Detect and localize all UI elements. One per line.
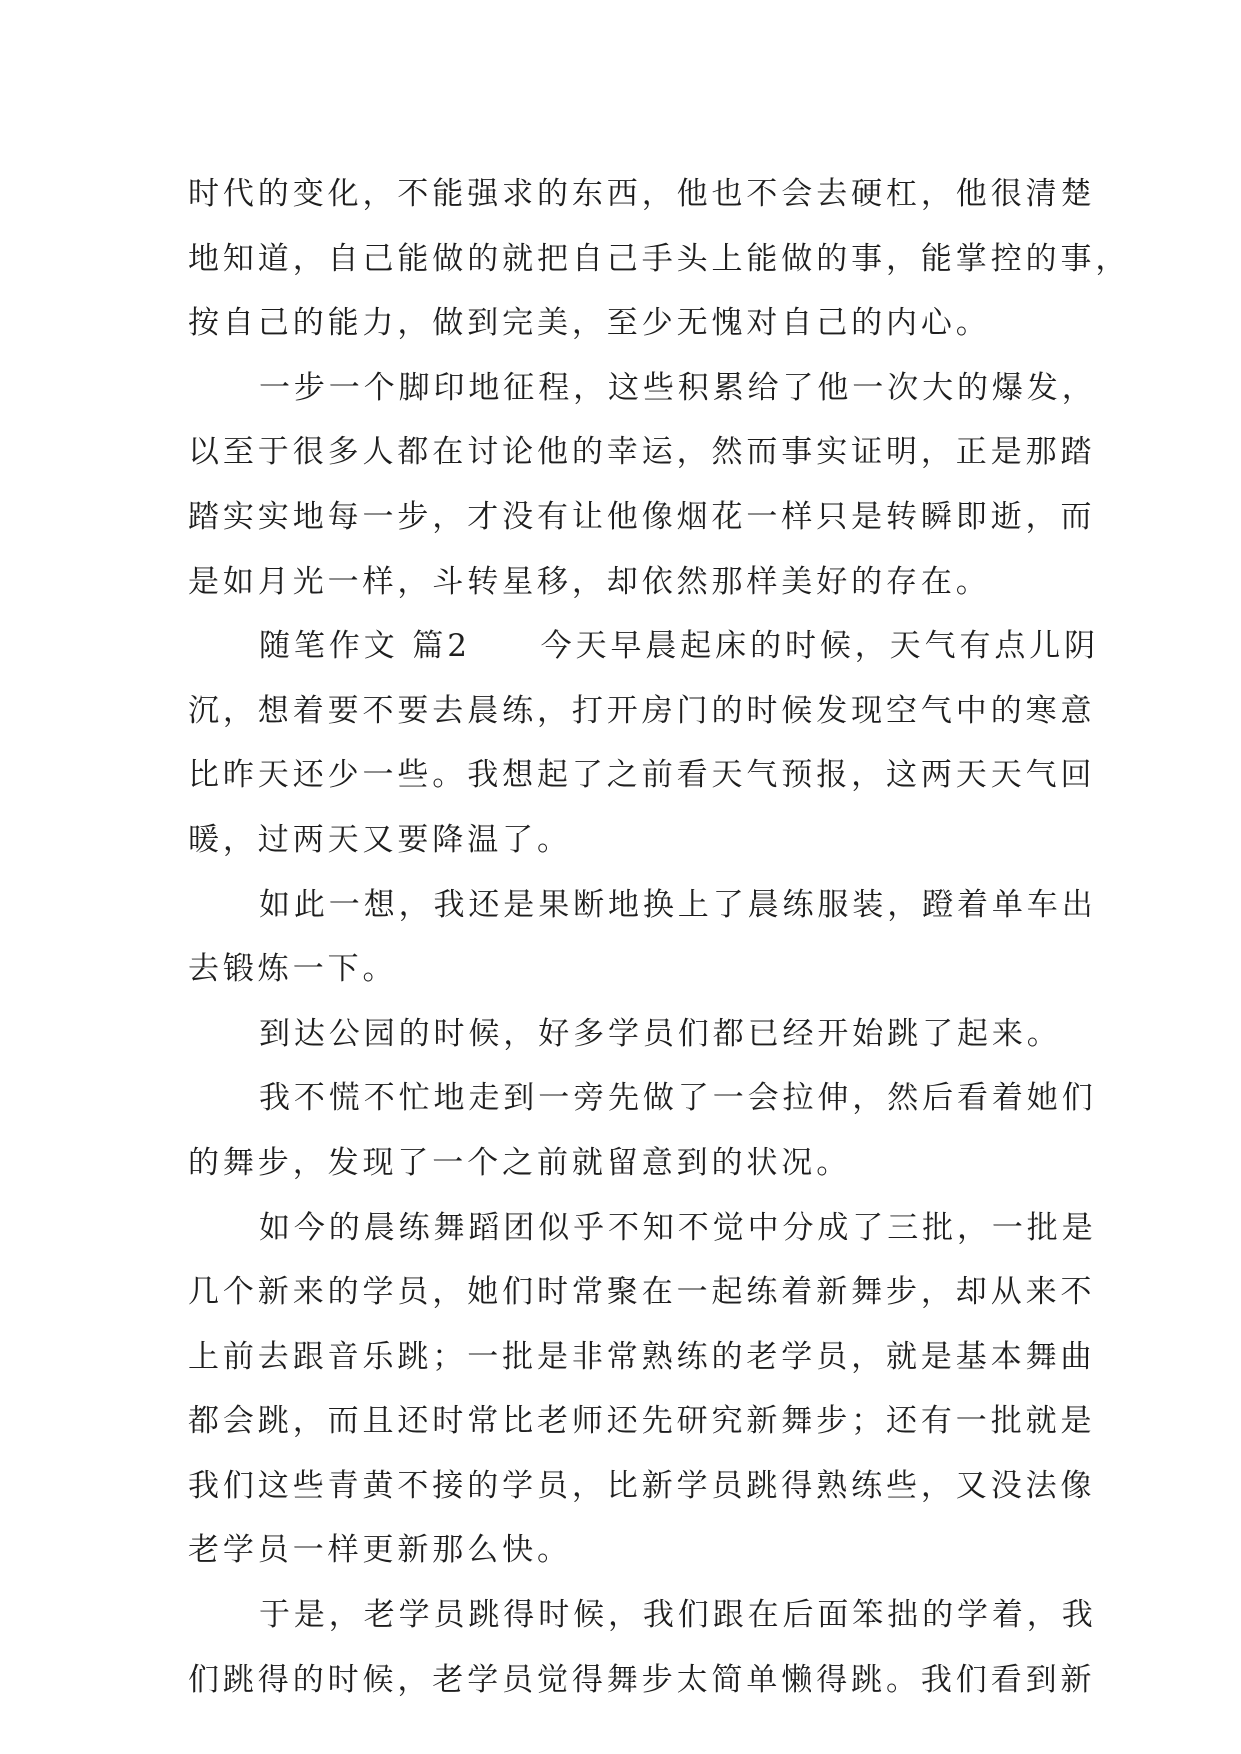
text-line: 按自己的能力，做到完美，至少无愧对自己的内心。 [188, 305, 991, 342]
text-line: 地知道，自己能做的就把自己手头上能做的事，能掌控的事， [188, 240, 1131, 277]
text-line: 一步一个脚印地征程，这些积累给了他一次大的爆发， [259, 369, 1097, 406]
text-line: 踏实实地每一步，才没有让他像烟花一样只是转瞬即逝，而 [188, 498, 1096, 535]
text-line: 随笔作文 篇2 今天早晨起床的时候，天气有点儿阴 [259, 628, 1100, 665]
text-line: 暖，过两天又要降温了。 [188, 821, 572, 858]
text-line: 我们这些青黄不接的学员，比新学员跳得熟练些，又没法像 [188, 1467, 1096, 1504]
text-line: 比昨天还少一些。我想起了之前看天气预报，这两天天气回 [188, 757, 1096, 794]
text-line: 都会跳，而且还时常比老师还先研究新舞步；还有一批就是 [188, 1403, 1096, 1440]
text-line: 时代的变化，不能强求的东西，他也不会去硬杠，他很清楚 [188, 176, 1096, 212]
text-line: 于是，老学员跳得时候，我们跟在后面笨拙的学着，我 [259, 1597, 1097, 1634]
text-line: 到达公园的时候，好多学员们都已经开始跳了起来。 [259, 1015, 1062, 1052]
text-line: 沉，想着要不要去晨练，打开房门的时候发现空气中的寒意 [188, 692, 1096, 729]
text-line: 们跳得的时候，老学员觉得舞步太简单懒得跳。我们看到新 [188, 1661, 1096, 1698]
text-line: 几个新来的学员，她们时常聚在一起练着新舞步，却从来不 [188, 1274, 1096, 1311]
text-line: 如此一想，我还是果断地换上了晨练服装，蹬着单车出 [259, 886, 1097, 923]
text-line: 上前去跟音乐跳；一批是非常熟练的老学员，就是基本舞曲 [188, 1338, 1096, 1375]
text-line: 我不慌不忙地走到一旁先做了一会拉伸，然后看着她们 [259, 1080, 1097, 1117]
document-body [188, 162, 1131, 1712]
text-line: 去锻炼一下。 [188, 951, 398, 988]
text-line: 老学员一样更新那么快。 [188, 1532, 572, 1569]
text-line: 的舞步，发现了一个之前就留意到的状况。 [188, 1144, 852, 1181]
text-line: 如今的晨练舞蹈团似乎不知不觉中分成了三批，一批是 [259, 1209, 1097, 1246]
text-line: 以至于很多人都在讨论他的幸运，然而事实证明，正是那踏 [188, 434, 1096, 471]
text-line: 是如月光一样，斗转星移，却依然那样美好的存在。 [188, 563, 991, 600]
